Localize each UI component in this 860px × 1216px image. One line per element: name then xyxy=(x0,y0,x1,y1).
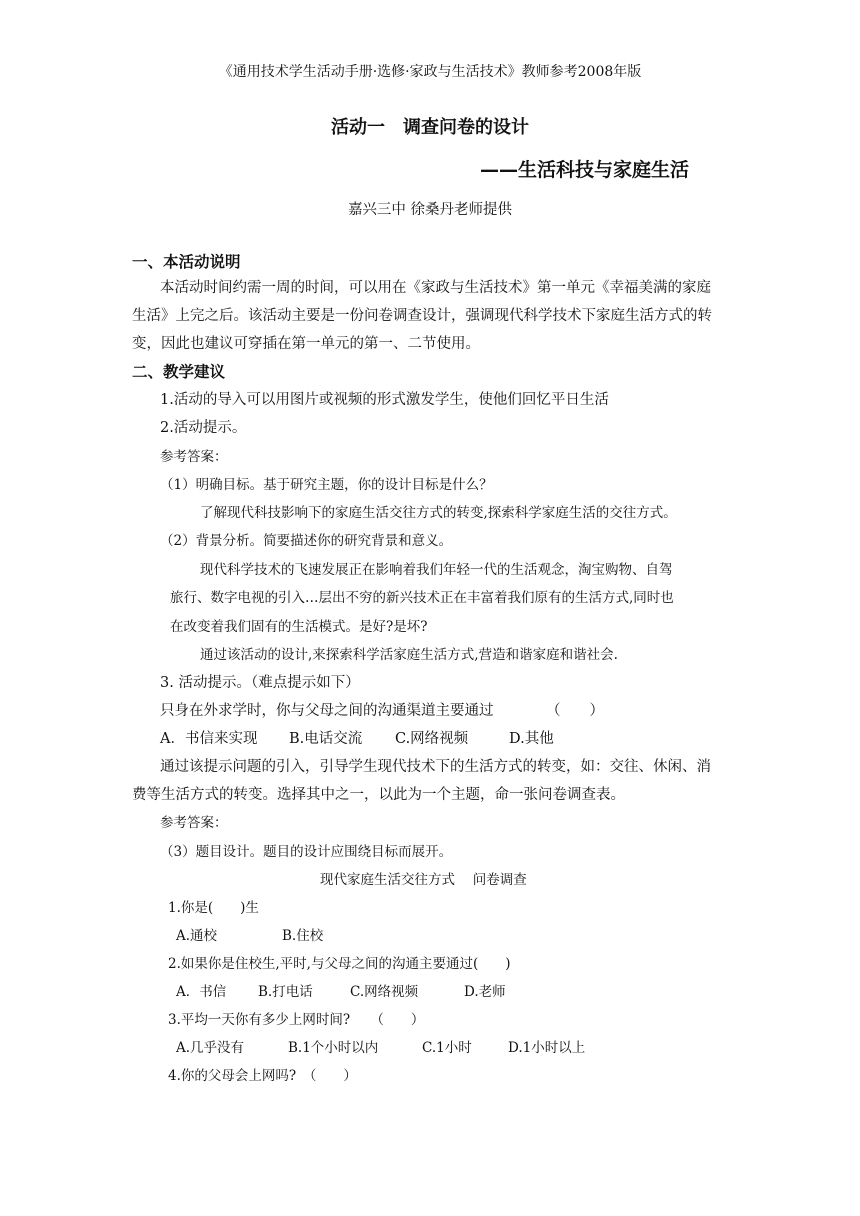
background-question: （2）背景分析。简要描述你的研究背景和意义。 xyxy=(160,533,453,549)
paragraph-line: 本活动时间约需一周的时间，可以用在《家政与生活技术》第一单元《幸福美满的家庭 xyxy=(160,280,711,296)
list-item: 2.活动提示。 xyxy=(160,420,247,436)
survey-question: 2.如果你是住校生,平时,与父母之间的沟通主要通过( ) xyxy=(168,956,511,972)
running-header: 《通用技术学生活动手册·选修·家政与生活技术》教师参考2008年版 xyxy=(218,64,642,80)
section-heading-1: 一、本活动说明 xyxy=(132,253,241,271)
paragraph-line: 通过该提示问题的引入，引导学生现代技术下的生活方式的转变，如：交往、休闲、消 xyxy=(160,759,711,775)
page-subtitle: ——生活科技与家庭生活 xyxy=(480,159,690,181)
survey-option: D.1小时以上 xyxy=(508,1040,586,1056)
background-line: 旅行、数字电视的引入…层出不穷的新兴技术正在丰富着我们原有的生活方式,同时也 xyxy=(170,590,674,606)
answer-blank: （ ） xyxy=(546,703,604,719)
background-line: 在改变着我们固有的生活模式。是好?是坏? xyxy=(170,619,428,635)
paragraph-line: 变，因此也建议可穿插在第一单元的第一、二节使用。 xyxy=(132,336,480,352)
option: D.其他 xyxy=(509,731,554,747)
survey-question: 1.你是( )生 xyxy=(168,900,259,916)
section-heading-2: 二、教学建议 xyxy=(132,363,226,381)
survey-option: B.打电话 xyxy=(258,984,313,1000)
survey-question: 4.你的父母会上网吗? （ ） xyxy=(168,1068,357,1084)
paragraph-line: 费等生活方式的转变。选择其中之一，以此为一个主题，命一张问卷调查表。 xyxy=(132,787,625,803)
survey-option: C.网络视频 xyxy=(350,984,419,1000)
design-heading: （3）题目设计。题目的设计应围绕目标而展开。 xyxy=(160,844,453,860)
reference-answer-label: 参考答案： xyxy=(160,449,228,465)
survey-title: 现代家庭生活交往方式 问卷调查 xyxy=(320,872,527,888)
survey-option: A.通校 xyxy=(176,928,218,944)
survey-option: D.老师 xyxy=(464,984,506,1000)
goal-answer: 了解现代科技影响下的家庭生活交往方式的转变,探索科学家庭生活的交往方式。 xyxy=(200,505,677,521)
survey-option: A．书信 xyxy=(176,984,227,1000)
page-title: 活动一 调查问卷的设计 xyxy=(331,117,529,138)
survey-option: C.1小时 xyxy=(422,1040,472,1056)
option: C.网络视频 xyxy=(395,731,469,747)
option: B.电话交流 xyxy=(289,731,363,747)
list-item: 1.活动的导入可以用图片或视频的形式激发学生，使他们回忆平日生活 xyxy=(160,392,609,408)
goal-question: （1）明确目标。基于研究主题，你的设计目标是什么？ xyxy=(160,477,493,493)
list-item: 3. 活动提示。（难点提示如下） xyxy=(160,675,360,691)
survey-option: B.1个小时以内 xyxy=(288,1040,379,1056)
sample-question-stem: 只身在外求学时，你与父母之间的沟通渠道主要通过 xyxy=(160,703,494,719)
author-credit: 嘉兴三中 徐桑丹老师提供 xyxy=(347,202,513,218)
option: A．书信来实现 xyxy=(160,731,258,747)
reference-answer-label: 参考答案： xyxy=(160,815,228,831)
background-line: 通过该活动的设计,来探索科学活家庭生活方式,营造和谐家庭和谐社会. xyxy=(200,647,618,663)
survey-question: 3.平均一天你有多少上网时间? （ ） xyxy=(168,1012,425,1028)
background-line: 现代科学技术的飞速发展正在影响着我们年轻一代的生活观念，淘宝购物、自驾 xyxy=(200,562,673,578)
paragraph-line: 生活》上完之后。该活动主要是一份问卷调查设计，强调现代科学技术下家庭生活方式的转 xyxy=(132,308,712,324)
survey-option: B.住校 xyxy=(282,928,324,944)
survey-option: A.几乎没有 xyxy=(176,1040,245,1056)
